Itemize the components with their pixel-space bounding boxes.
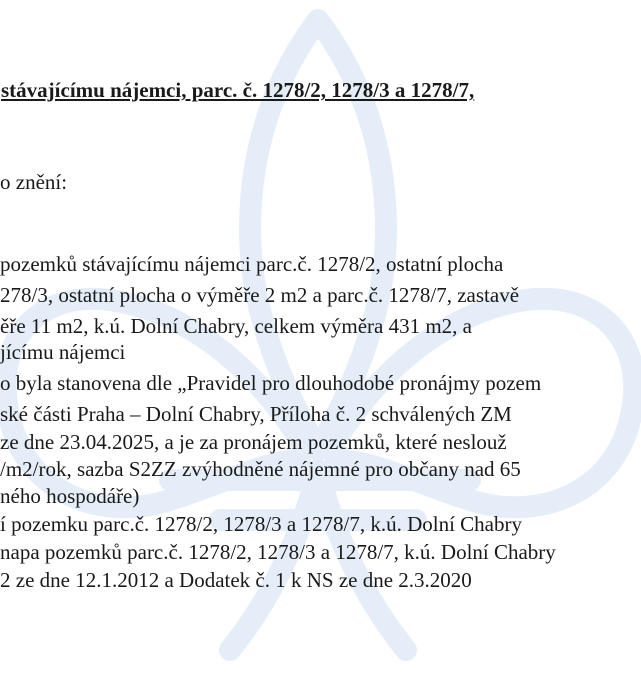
body-line: ské části Praha – Dolní Chabry, Příloha č. 2 schválených ZM (0, 402, 512, 426)
body-line: napa pozemků parc.č. 1278/2, 1278/3 a 1278/7, k.ú. Dolní Chabry (0, 540, 556, 564)
document-heading: stávajícímu nájemci, parc. č. 1278/2, 1278/3 a 1278/7, (1, 78, 475, 102)
body-line: ěře 11 m2, k.ú. Dolní Chabry, celkem výměra 431 m2, a (0, 314, 472, 338)
body-line: /m2/rok, sazba S2ZZ zvýhodněné nájemné pro občany nad 65 (0, 457, 521, 481)
body-line: 2 ze dne 12.1.2012 a Dodatek č. 1 k NS ze dne 2.3.2020 (0, 568, 472, 592)
body-line: ze dne 23.04.2025, a je za pronájem pozemků, které neslouž (0, 430, 507, 454)
intro-text: o znění: (0, 170, 68, 194)
body-line: pozemků stávajícímu nájemci parc.č. 1278/2, ostatní plocha (0, 252, 504, 276)
body-line: í pozemku parc.č. 1278/2, 1278/3 a 1278/7, k.ú. Dolní Chabry (0, 512, 522, 536)
body-line: o byla stanovena dle „Pravidel pro dlouhodobé pronájmy pozem (0, 371, 542, 395)
body-line: 278/3, ostatní plocha o výměře 2 m2 a parc.č. 1278/7, zastavě (0, 283, 520, 307)
body-line: ného hospodáře) (0, 484, 140, 508)
body-line: jícímu nájemci (0, 340, 126, 364)
